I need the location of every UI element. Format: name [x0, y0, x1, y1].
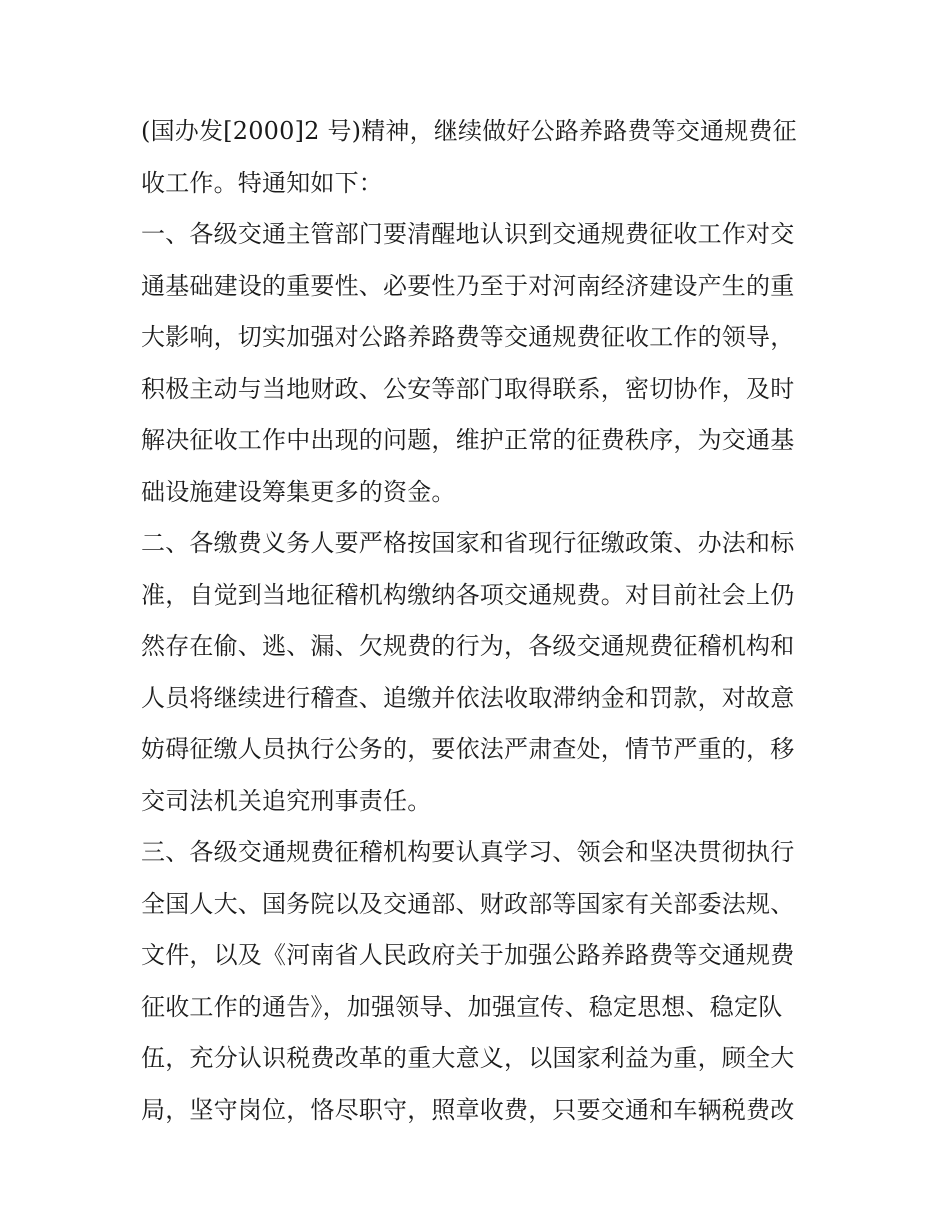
- text-line: 收工作。特通知如下：: [141, 168, 383, 197]
- text-line: 征收工作的通告》，加强领导、加强宣传、稳定思想、稳定队: [141, 992, 783, 1021]
- text-line: 础设施建设筹集更多的资金。: [141, 477, 456, 506]
- text-line: 积极主动与当地财政、公安等部门取得联系，密切协作，及时: [141, 374, 795, 403]
- text-line: 准，自觉到当地征稽机构缴纳各项交通规费。对目前社会上仍: [141, 580, 795, 609]
- text-line: 通基础建设的重要性、必要性乃至于对河南经济建设产生的重: [141, 271, 795, 300]
- body-text: [141, 106, 821, 1136]
- text-line: 一、各级交通主管部门要清醒地认识到交通规费征收工作对交: [141, 220, 795, 248]
- text-line: 解决征收工作中出现的问题，维护正常的征费秩序，为交通基: [141, 426, 795, 454]
- text-line: 文件，以及《河南省人民政府关于加强公路养路费等交通规费: [141, 941, 795, 969]
- text-line: (国办发[2000]2 号)精神，继续做好公路养路费等交通规费征: [141, 117, 797, 145]
- text-line: 局，坚守岗位，恪尽职守，照章收费，只要交通和车辆税费改: [141, 1095, 795, 1124]
- text-line: 伍，充分认识税费改革的重大意义，以国家利益为重，顾全大: [141, 1044, 795, 1072]
- text-line: 大影响，切实加强对公路养路费等交通规费征收工作的领导，: [141, 323, 795, 351]
- text-line: 交司法机关追究刑事责任。: [141, 786, 432, 815]
- text-line: 妨碍征缴人员执行公务的，要依法严肃查处，情节严重的，移: [141, 735, 795, 763]
- text-line: 三、各级交通规费征稽机构要认真学习、领会和坚决贯彻执行: [141, 838, 795, 866]
- text-line: 全国人大、国务院以及交通部、财政部等国家有关部委法规、: [141, 889, 795, 918]
- text-line: 人员将继续进行稽查、追缴并依法收取滞纳金和罚款，对故意: [141, 683, 795, 712]
- text-line: 二、各缴费义务人要严格按国家和省现行征缴政策、办法和标: [141, 529, 795, 557]
- text-line: 然存在偷、逃、漏、欠规费的行为，各级交通规费征稽机构和: [141, 632, 795, 660]
